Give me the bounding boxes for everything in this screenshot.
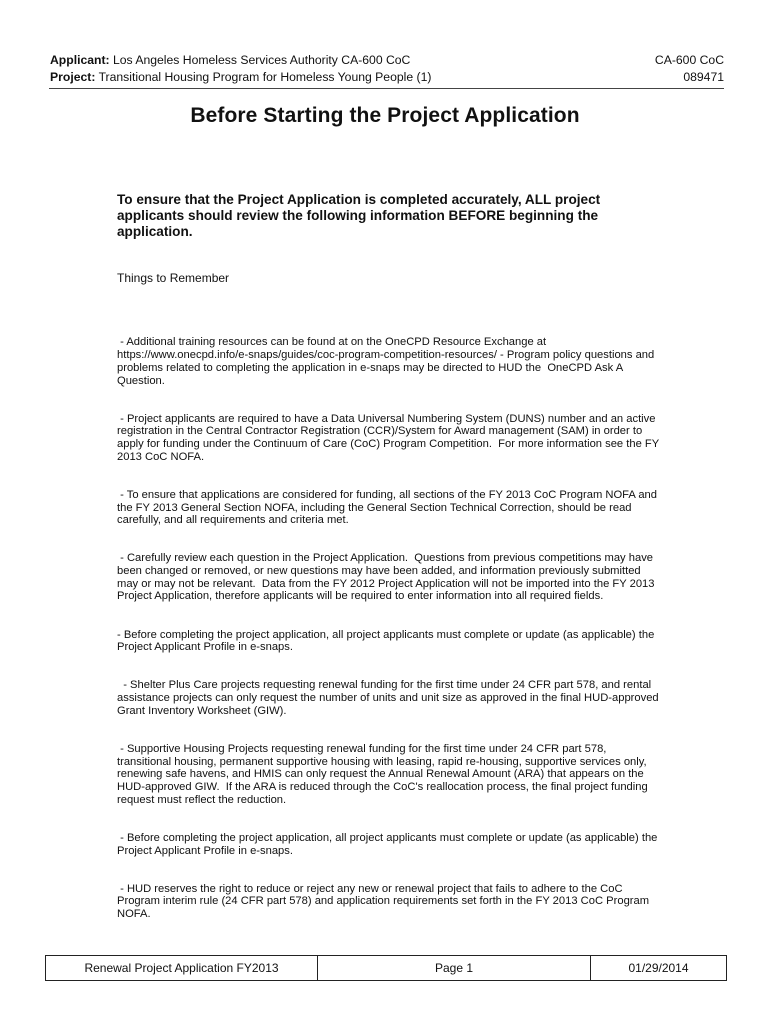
instruction-paragraph: - To ensure that applications are considered for funding, all sections of the FY 2013 CoC Program NOFA and the FY 2013 General Section NOFA, including the General Section Technical Correction, should be read carefully, and all requirements and criteria met.	[117, 488, 661, 527]
applicant-value: Los Angeles Homeless Services Authority CA-600 CoC	[112, 53, 411, 67]
page-footer	[45, 955, 727, 981]
applicant-line	[50, 53, 410, 67]
instruction-paragraph: - HUD reserves the right to reduce or reject any new or renewal project that fails to adhere to the CoC Program interim rule (24 CFR part 578) and application requirements set forth in the FY 2013 CoC Program NOFA.	[117, 882, 653, 921]
instruction-paragraph: - Before completing the project application, all project applicants must complete or update (as applicable) the Project Applicant Profile in e-snaps.	[117, 831, 661, 857]
instruction-paragraph: - Project applicants are required to have a Data Universal Numbering System (DUNS) number and an active registration in the Central Contractor Registration (CCR)/System for Award management (SAM) in order to apply for funding under the Continuum of Care (CoC) Program Competition. For more information see the FY 2013 CoC NOFA.	[117, 412, 663, 463]
page-header	[49, 50, 724, 89]
applicant-label: Applicant:	[50, 53, 110, 67]
footer-application-name: Renewal Project Application FY2013	[46, 956, 318, 980]
instruction-paragraph: - Shelter Plus Care projects requesting renewal funding for the first time under 24 CFR part 578, and rental assistance projects can only request the number of units and unit size as approved in the final HUD-approved Grant Inventory Worksheet (GIW).	[117, 679, 662, 717]
project-number: 089471	[683, 70, 724, 84]
project-line	[50, 70, 431, 84]
instruction-paragraph: - Supportive Housing Projects requesting renewal funding for the first time under 24 CFR part 578, transitional housing, permanent supportive housing with leasing, rapid re-housing, supportive services only, renewing safe havens, and HMIS can only request the Annual Renewal Amount (ARA) that appears on the HUD-approved GIW. If the ARA is reduced through the CoC's reallocation process, the final project funding request must reflect the reduction.	[117, 742, 651, 806]
project-label: Project:	[50, 70, 96, 84]
instruction-paragraph: - Before completing the project application, all project applicants must complete or update (as applicable) the Project Applicant Profile in e-snaps.	[117, 628, 658, 654]
page-title: Before Starting the Project Application	[190, 104, 580, 127]
instruction-paragraph: - Additional training resources can be found at on the OneCPD Resource Exchange at https://www.onecpd.info/e-snaps/guides/coc-program-competition-resources/ - Program policy questions and problems related to completing the application in e-snaps may be directed to HUD the OneCPD Ask A Question.	[117, 336, 658, 387]
coc-code: CA-600 CoC	[654, 53, 724, 67]
instructions-body	[117, 311, 662, 933]
footer-date: 01/29/2014	[628, 961, 689, 975]
instruction-paragraph: - Carefully review each question in the Project Application. Questions from previous competitions may have been changed or removed, or new questions may have been added, and information previously submitted may or may not be relevant. Data from the FY 2012 Project Application will not be imported into the FY 2013 Project Application, therefore applicants will be required to enter information into all required fields.	[117, 552, 658, 603]
section-heading: Things to Remember	[117, 271, 230, 285]
footer-page-number: Page 1	[318, 956, 591, 980]
intro-text: To ensure that the Project Application is completed accurately, ALL project applicants should review the following information BEFORE beginning the application.	[117, 192, 601, 239]
project-value: Transitional Housing Program for Homeless Young People (1)	[98, 70, 432, 84]
